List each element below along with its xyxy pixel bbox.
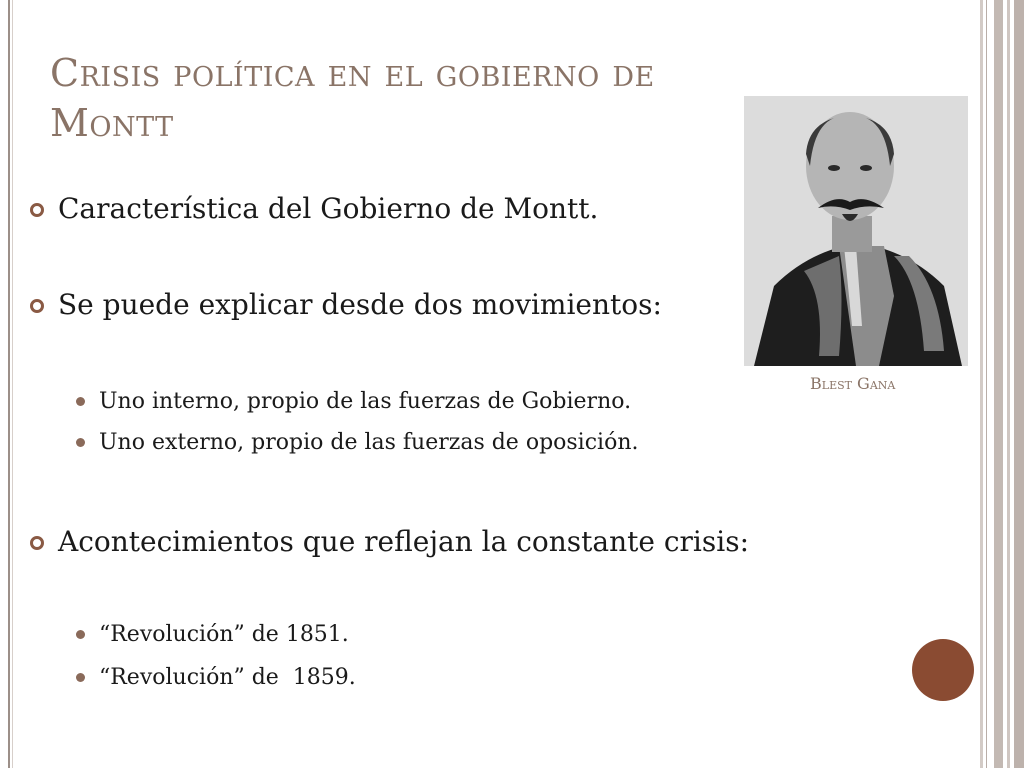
sub-bullet-text: “Revolución” de 1851. (99, 622, 349, 647)
dot-bullet-icon (76, 438, 85, 447)
photo-caption: Blest Gana (810, 374, 896, 393)
portrait-photo (744, 96, 968, 366)
sub-bullet-interno (76, 389, 631, 414)
bullet-caracteristica (30, 192, 598, 225)
ring-bullet-icon (30, 203, 44, 217)
sub-bullet-1859 (76, 665, 356, 690)
sub-bullet-externo (76, 430, 638, 455)
bullet-movimientos (30, 288, 662, 321)
dot-bullet-icon (76, 630, 85, 639)
ring-bullet-icon (30, 299, 44, 313)
slide-title (50, 48, 750, 148)
slide-title-line2: Montt (50, 101, 174, 145)
slide-title-line1: Crisis política en el gobierno de (50, 51, 655, 95)
bullet-text: Acontecimientos que reflejan la constante crisis: (58, 525, 750, 558)
left-border-line-thin (12, 0, 13, 768)
left-border-line (8, 0, 10, 768)
right-decorative-stripes (980, 0, 1024, 768)
sub-bullet-1851 (76, 622, 349, 647)
bullet-text: Característica del Gobierno de Montt. (58, 192, 599, 225)
ring-bullet-icon (30, 536, 44, 550)
bullet-text: Se puede explicar desde dos movimientos: (58, 288, 662, 321)
sub-bullet-text: Uno interno, propio de las fuerzas de Gobierno. (99, 389, 632, 414)
dot-bullet-icon (76, 397, 85, 406)
sub-bullet-text: “Revolución” de 1859. (99, 665, 356, 690)
circle-decoration (912, 639, 974, 701)
dot-bullet-icon (76, 673, 85, 682)
bullet-acontecimientos (30, 525, 749, 558)
sub-bullet-text: Uno externo, propio de las fuerzas de oposición. (99, 430, 639, 455)
